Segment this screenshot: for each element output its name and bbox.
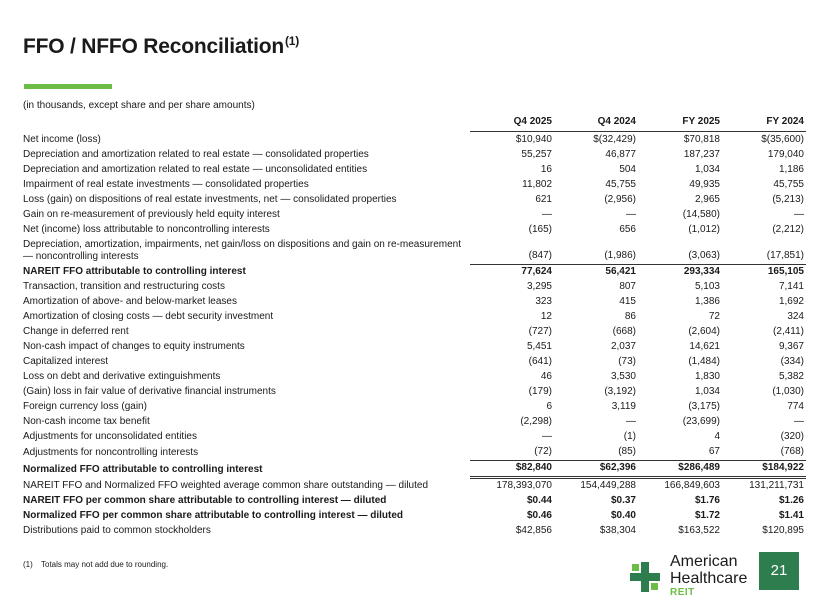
row-label: Impairment of real estate investments — consolidated properties <box>23 178 309 190</box>
value-cell: 4 <box>714 431 720 442</box>
value-cell: (85) <box>554 445 638 461</box>
value-cell: 656 <box>619 223 636 235</box>
value-cell: 11,802 <box>522 178 552 190</box>
value-cell: 3,119 <box>611 401 636 412</box>
value-cell: 187,237 <box>683 148 720 160</box>
row-label: Non-cash impact of changes to equity instruments <box>23 341 245 352</box>
row-label: Change in deferred rent <box>23 326 129 337</box>
value-cell: $1.72 <box>694 510 720 521</box>
value-cell: 1,830 <box>694 371 720 382</box>
table-row <box>22 460 806 477</box>
table-row <box>22 310 806 325</box>
value-cell: $82,840 <box>470 460 554 477</box>
row-label: NAREIT FFO and Normalized FFO weighted average common share outstanding — diluted <box>23 480 428 491</box>
value-cell: 56,421 <box>605 266 636 277</box>
value-cell: — <box>542 431 552 442</box>
table-row <box>22 295 806 310</box>
value-cell: (668) <box>612 326 636 337</box>
value-cell: — <box>626 208 636 220</box>
table-row <box>22 325 806 340</box>
row-label: Depreciation, amortization, impairments, net gain/loss on dispositions and gain on re-measurement — noncontrolling interests <box>23 238 462 262</box>
value-cell: (2,604) <box>688 326 720 337</box>
table-row <box>22 340 806 355</box>
value-cell: 5,451 <box>526 341 552 352</box>
value-cell: 1,386 <box>694 296 720 307</box>
value-cell: 3,530 <box>610 371 636 382</box>
value-cell: (2,956) <box>604 193 636 205</box>
value-cell: 154,449,288 <box>580 480 636 491</box>
value-cell: 2,037 <box>610 341 636 352</box>
table-row <box>22 370 806 385</box>
value-cell: (179) <box>528 386 552 397</box>
title-accent-bar <box>24 84 112 89</box>
row-label: (Gain) loss in fair value of derivative financial instruments <box>23 386 276 397</box>
value-cell: 178,393,070 <box>496 480 552 491</box>
value-cell: $70,818 <box>683 133 720 145</box>
table-row <box>22 280 806 295</box>
value-cell: 77,624 <box>521 266 552 277</box>
value-cell: 504 <box>619 163 636 175</box>
table-row <box>22 509 806 524</box>
value-cell: (3,192) <box>604 386 636 397</box>
table-row <box>22 207 806 222</box>
value-cell: — <box>794 208 804 220</box>
row-label: Amortization of above- and below-market leases <box>23 296 237 307</box>
row-label: Foreign currency loss (gain) <box>23 401 147 412</box>
value-cell: (2,298) <box>520 416 552 427</box>
title-footnote-marker: (1) <box>285 34 300 48</box>
value-cell: (1,986) <box>554 237 638 264</box>
value-cell: (2,212) <box>772 223 804 235</box>
row-label: Depreciation and amortization related to real estate — unconsolidated entities <box>23 163 368 175</box>
value-cell: (165) <box>528 223 552 235</box>
value-cell: 621 <box>535 193 552 205</box>
value-cell: 5,103 <box>694 281 720 292</box>
table-row <box>22 147 806 162</box>
value-cell: $42,856 <box>515 525 552 536</box>
footnote-text: Totals may not add due to rounding. <box>41 560 169 569</box>
row-label: Net (income) loss attributable to noncontrolling interests <box>23 223 270 235</box>
value-cell: 6 <box>546 401 552 412</box>
column-header: Q4 2025 <box>470 114 554 132</box>
value-cell: (72) <box>470 445 554 461</box>
table-row <box>22 162 806 177</box>
value-cell: 415 <box>619 296 636 307</box>
value-cell: (847) <box>470 237 554 264</box>
value-cell: 12 <box>540 311 552 322</box>
value-cell: 774 <box>787 401 804 412</box>
footnote-marker: (1) <box>23 560 33 569</box>
logo-reit: REIT <box>670 587 695 598</box>
value-cell: 55,257 <box>521 148 552 160</box>
value-cell: (73) <box>618 356 636 367</box>
row-label: Loss on debt and derivative extinguishments <box>23 371 221 382</box>
value-cell: (1,484) <box>688 356 720 367</box>
value-cell: $1.26 <box>778 495 804 506</box>
table-row <box>22 355 806 370</box>
value-cell: 807 <box>619 281 636 292</box>
value-cell: (3,063) <box>638 237 722 264</box>
value-cell: 46,877 <box>605 148 636 160</box>
value-cell: 7,141 <box>778 281 804 292</box>
table-row <box>22 192 806 207</box>
value-cell: (768) <box>722 445 806 461</box>
row-label: Normalized FFO per common share attributable to controlling interest — diluted <box>23 510 404 521</box>
row-label: Distributions paid to common stockholders <box>23 525 211 536</box>
row-label: Capitalized interest <box>23 356 109 367</box>
value-cell: (2,411) <box>773 326 804 337</box>
value-cell: 2,965 <box>694 193 720 205</box>
value-cell: $10,940 <box>515 133 552 145</box>
table-row <box>22 415 806 430</box>
row-label: Adjustments for noncontrolling interests <box>23 446 199 458</box>
value-cell: 293,334 <box>683 266 720 277</box>
table-header-row <box>22 114 806 132</box>
value-cell: (14,580) <box>682 208 720 220</box>
company-logo <box>628 553 758 599</box>
value-cell: $0.44 <box>526 495 552 506</box>
table-row <box>22 430 806 445</box>
value-cell: 14,621 <box>689 341 720 352</box>
value-cell: (334) <box>780 356 804 367</box>
row-label: Loss (gain) on dispositions of real estate investments, net — consolidated properties <box>23 193 397 205</box>
value-cell: 49,935 <box>689 178 720 190</box>
column-header: Q4 2024 <box>554 114 638 132</box>
row-label: Amortization of closing costs — debt security investment <box>23 311 274 322</box>
table-row <box>22 524 806 539</box>
value-cell: $0.46 <box>526 510 552 521</box>
row-label: Adjustments for unconsolidated entities <box>23 431 197 442</box>
value-cell: 1,692 <box>778 296 804 307</box>
value-cell: $163,522 <box>678 525 720 536</box>
value-cell: $286,489 <box>638 460 722 477</box>
row-label: Normalized FFO attributable to controlling interest <box>23 463 263 475</box>
row-label: Non-cash income tax benefit <box>23 416 150 427</box>
value-cell: 45,755 <box>773 178 804 190</box>
table-row <box>22 237 806 264</box>
value-cell: 3,295 <box>526 281 552 292</box>
value-cell: 67 <box>638 445 722 461</box>
row-label: NAREIT FFO attributable to controlling interest <box>23 266 246 277</box>
units-note: (in thousands, except share and per share amounts) <box>23 100 255 111</box>
value-cell: — <box>794 416 804 427</box>
value-cell: (1,030) <box>772 386 804 397</box>
value-cell: $0.37 <box>610 495 636 506</box>
page-number: 21 <box>759 552 799 590</box>
value-cell: 1,034 <box>694 163 720 175</box>
logo-wordmark: American Healthcare <box>670 553 748 587</box>
value-cell: $1.76 <box>694 495 720 506</box>
value-cell: 1,186 <box>778 163 804 175</box>
logo-cross-icon <box>628 560 662 594</box>
value-cell: 131,211,731 <box>749 480 804 491</box>
value-cell: 86 <box>624 311 636 322</box>
table-row <box>22 177 806 192</box>
value-cell: $120,895 <box>762 525 804 536</box>
row-label: Depreciation and amortization related to real estate — consolidated properties <box>23 148 369 160</box>
value-cell: (727) <box>528 326 552 337</box>
table-row <box>22 264 806 280</box>
row-label: Gain on re-measurement of previously held equity interest <box>23 208 280 220</box>
value-cell: 324 <box>787 311 804 322</box>
table-row <box>22 132 806 148</box>
value-cell: 179,040 <box>767 148 804 160</box>
value-cell: 166,849,603 <box>664 480 720 491</box>
value-cell: (3,175) <box>688 401 720 412</box>
value-cell: 165,105 <box>767 266 804 277</box>
value-cell: (641) <box>528 356 552 367</box>
value-cell: $62,396 <box>554 460 638 477</box>
value-cell: $1.41 <box>778 510 804 521</box>
table-row <box>22 222 806 237</box>
value-cell: 16 <box>540 163 552 175</box>
value-cell: — <box>626 416 636 427</box>
table-row <box>22 385 806 400</box>
value-cell: (5,213) <box>772 193 804 205</box>
value-cell: (320) <box>780 431 804 442</box>
table-row <box>22 400 806 415</box>
reconciliation-table <box>22 114 806 539</box>
table-row <box>22 445 806 461</box>
column-header: FY 2025 <box>638 114 722 132</box>
value-cell: (1,012) <box>688 223 720 235</box>
value-cell: 5,382 <box>778 371 804 382</box>
table-row <box>22 477 806 494</box>
value-cell: $0.40 <box>610 510 636 521</box>
value-cell: (1) <box>623 431 636 442</box>
value-cell: 323 <box>535 296 552 307</box>
header-label-cell <box>22 114 470 132</box>
row-label: NAREIT FFO per common share attributable to controlling interest — diluted <box>23 495 387 506</box>
value-cell: 72 <box>708 311 720 322</box>
value-cell: $(35,600) <box>761 133 804 145</box>
value-cell: $38,304 <box>599 525 636 536</box>
value-cell: (17,851) <box>722 237 806 264</box>
value-cell: 45,755 <box>605 178 636 190</box>
value-cell: 9,367 <box>778 341 804 352</box>
value-cell: $184,922 <box>722 460 806 477</box>
row-label: Transaction, transition and restructuring costs <box>23 281 225 292</box>
table-row <box>22 494 806 509</box>
value-cell: 46 <box>540 371 552 382</box>
value-cell: (23,699) <box>682 416 720 427</box>
footnote <box>23 560 168 569</box>
value-cell: — <box>542 208 552 220</box>
column-header: FY 2024 <box>722 114 806 132</box>
value-cell: 1,034 <box>694 386 720 397</box>
value-cell: $(32,429) <box>593 133 636 145</box>
row-label: Net income (loss) <box>23 133 101 145</box>
page-title: FFO / NFFO Reconciliation$^{(1)}$ <box>23 34 300 58</box>
